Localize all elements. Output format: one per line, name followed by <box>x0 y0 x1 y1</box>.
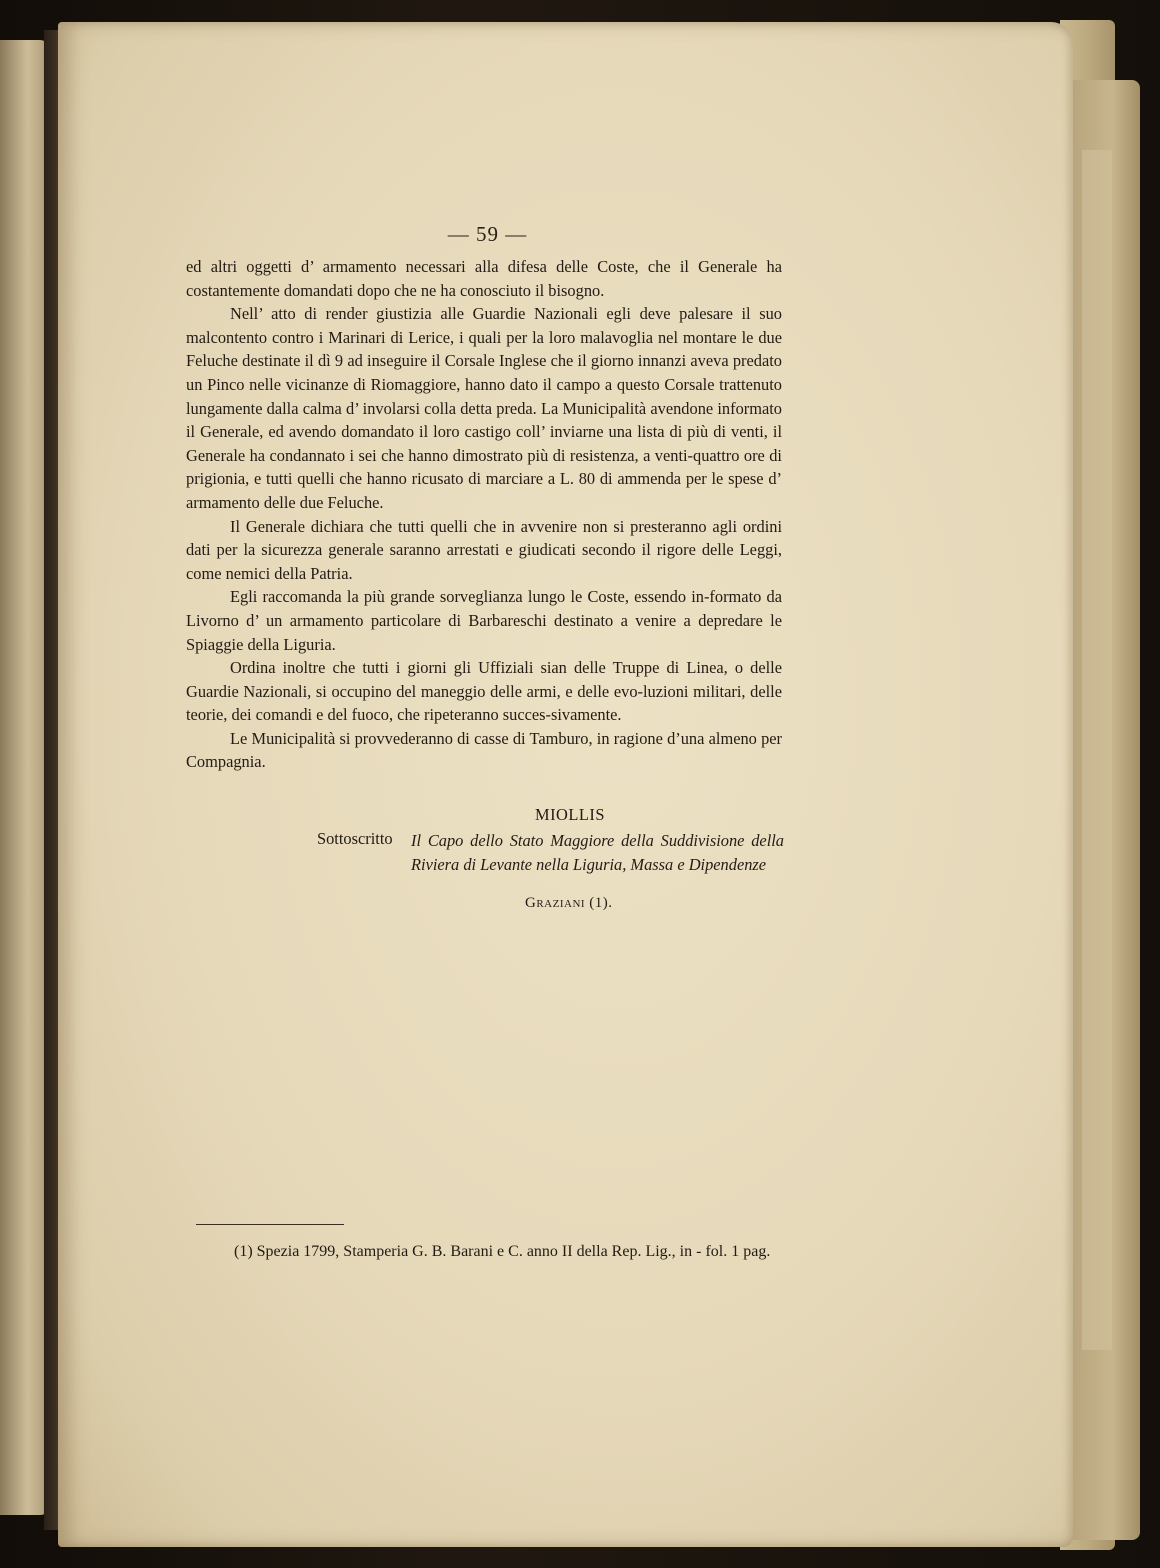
document-page <box>58 22 1073 1547</box>
page-stack-edge <box>1082 150 1112 1350</box>
paragraph: Le Municipalità si provvederanno di casse di Tamburo, in ragione d’una almeno per Compagnia. <box>186 728 782 772</box>
paragraph: Il Generale dichiara che tutti quelli che in avvenire non si presteranno agli ordini dati per la sicurezza generale saranno arrestati e giudicati secondo il rigore delle Leggi, come nemici della Patria. <box>186 516 782 583</box>
paragraph: Ordina inoltre che tutti i giorni gli Uffiziali sian delle Truppe di Linea, o delle Guardie Nazionali, si occupino del maneggio delle armi, e delle evo-luzioni militari, delle teorie, dei comandi e del fuoco, che ripeteranno succes-sivamente. <box>186 658 782 725</box>
signature-label: Sottoscritto <box>317 829 393 848</box>
paragraph: Nell’ atto di render giustizia alle Guardie Nazionali egli deve palesare il suo malcontento contro i Marinari di Lerice, i quali per la loro malavoglia nel montare le due Feluche destinate il dì 9 ad inseguire il Corsale Inglese che il giorno innanzi aveva predato un Pinco nelle vicinanze di Riomaggiore, hanno dato il campo a questo Corsale trattenuto lungamente dalla calma d’ involarsi colla detta preda. La Municipalità avendone informato il Generale, ed avendo domandato il loro castigo coll’ inviarne una lista di più di venti, il Generale ha condannato i sei che hanno dimostrato più di resistenza, a venti-quattro ore di prigionia, e tutti quelli che hanno ricusato di marciare a L. 80 di ammenda per le spese d’ armamento delle due Feluche. <box>186 304 782 512</box>
page-number: — 59 — <box>447 222 528 246</box>
paragraph: ed altri oggetti d’ armamento necessari alla difesa delle Coste, che il Generale ha costantemente domandati dopo che ne ha conosciuto il bisogno. <box>186 257 782 300</box>
signature-author: Graziani (1). <box>525 895 613 911</box>
signature-name: MIOLLIS <box>535 805 605 824</box>
signature-title: Il Capo dello Stato Maggiore della Suddivisione della Riviera di Levante nella Liguria, Massa e Dipendenze <box>411 831 784 874</box>
left-page-edge <box>0 40 50 1515</box>
footnote <box>190 1240 790 1264</box>
footnote-divider <box>196 1224 344 1225</box>
body-text <box>186 255 782 774</box>
footnote-text: (1) Spezia 1799, Stamperia G. B. Barani e C. anno II della Rep. Lig., in - fol. 1 pag. <box>234 1243 771 1260</box>
paragraph: Egli raccomanda la più grande sorveglianza lungo le Coste, essendo in-formato da Livorno d’ un armamento particolare di Barbareschi destinato a venire a depredare le Spiaggie della Liguria. <box>186 587 782 654</box>
